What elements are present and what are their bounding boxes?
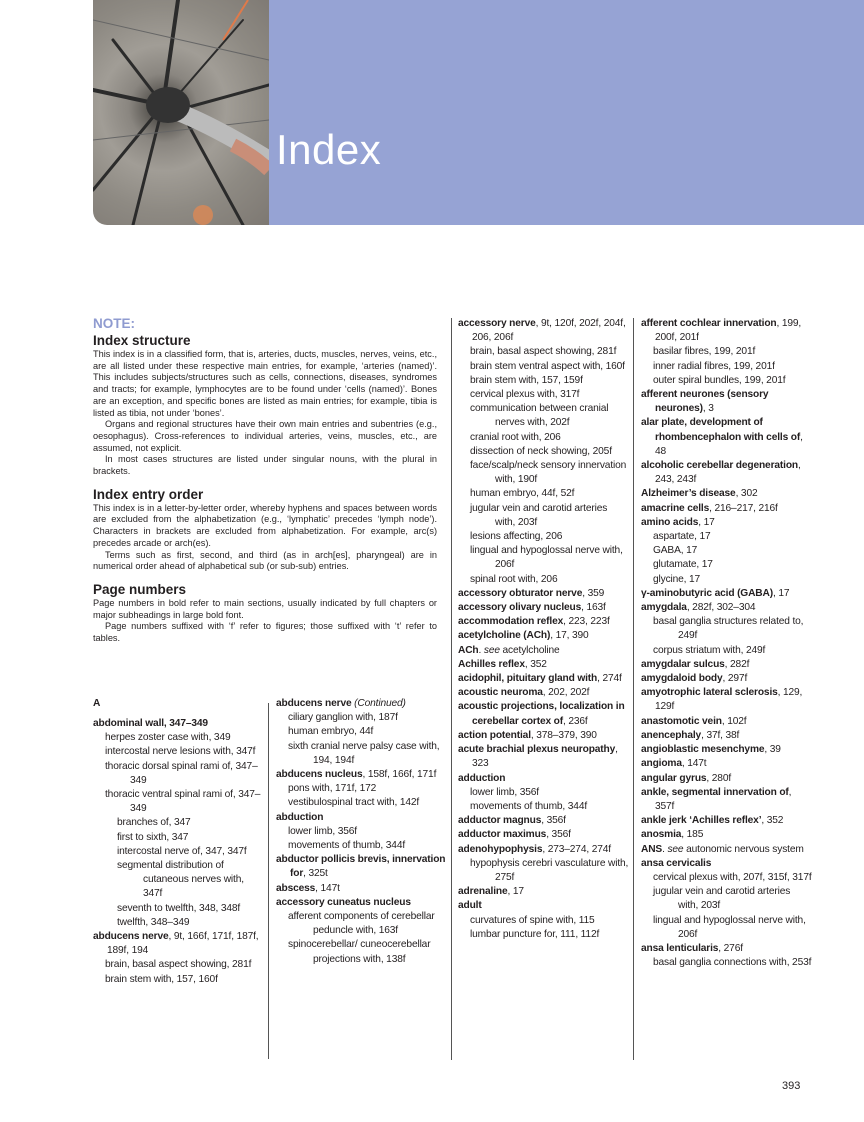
entry-text: curvatures of spine with, 115: [470, 914, 595, 926]
entry-text: lower limb, 356f: [288, 825, 357, 837]
entry-term: amygdala: [641, 602, 687, 614]
index-subentry: [458, 800, 630, 814]
entry-text: , 17: [507, 886, 524, 898]
index-subentry: [641, 360, 813, 374]
entry-term: accommodation reflex: [458, 616, 564, 628]
entry-term: acoustic neuroma: [458, 687, 543, 699]
entry-text: cervical plexus with, 317f: [470, 389, 580, 401]
index-entry: [276, 882, 446, 896]
entry-text: cranial root with, 206: [470, 431, 561, 443]
entry-text: human embryo, 44f, 52f: [470, 488, 575, 500]
entry-text: brain stem with, 157, 159f: [470, 374, 583, 386]
note-heading: Page numbers: [93, 581, 187, 597]
index-entry: [458, 601, 630, 615]
index-subentry: [458, 530, 630, 544]
entry-text: hypophysis cerebri vasculature with, 275f: [470, 857, 629, 883]
entry-text: , 356f: [546, 829, 571, 841]
note-paragraph: Page numbers in bold refer to main sections, usually indicated by full chapters or major subheadings in large bold font.: [93, 597, 437, 620]
index-entry: [641, 672, 813, 686]
index-entry: [458, 729, 630, 743]
entry-text: , 37f, 38f: [701, 729, 740, 741]
entry-text: dissection of neck showing, 205f: [470, 445, 612, 457]
entry-text: , 17: [698, 516, 715, 528]
note-paragraph: This index is in a classified form, that is, arteries, ducts, muscles, nerves, veins, etc., are all listed under these respective main entries, for example, ‘arteries (named)’. This includes subjects/structures such as cells, connections, diseases, syndromes and tracts; for example, lymphocytes are to be found under ‘cells (named)’. Bones are an exception, and specific bones are listed as main entries; for example, tibia is listed as tibia, not under ‘bones’.: [93, 349, 437, 418]
index-subentry: [276, 725, 446, 739]
page-number: 393: [782, 1080, 801, 1092]
entry-term: action potential: [458, 729, 531, 741]
index-subentry: [641, 558, 813, 572]
entry-text: , 202, 202f: [542, 687, 590, 699]
index-subsubentry: [93, 916, 265, 930]
index-entry: [641, 686, 813, 714]
entry-text: segmental distribution of cutaneous nerves with, 347f: [117, 860, 244, 900]
entry-text: jugular vein and carotid arteries with, 203f: [470, 502, 608, 528]
entry-text: , 102f: [721, 715, 747, 727]
entry-term: anosmia: [641, 829, 682, 841]
entry-text: lower limb, 356f: [470, 786, 539, 798]
entry-text: , 323: [472, 744, 618, 770]
entry-term: accessory olivary nucleus: [458, 602, 582, 614]
entry-text: , 356f: [541, 815, 566, 827]
index-subentry: [458, 786, 630, 800]
entry-text: movements of thumb, 344f: [470, 800, 588, 812]
entry-text: , 243, 243f: [655, 460, 801, 486]
letter-heading: A: [93, 698, 101, 709]
entry-term: ansa lenticularis: [641, 942, 719, 954]
entry-text: , 17: [772, 587, 790, 599]
index-subentry: [93, 745, 265, 759]
index-entry: [641, 487, 813, 501]
neuron-photo: [93, 0, 269, 225]
entry-term: accessory cuneatus nucleus: [276, 896, 411, 908]
entry-term: ankle, segmental innervation of: [641, 786, 789, 798]
index-entry: [641, 601, 813, 615]
entry-text: , 378–379, 390: [530, 729, 597, 741]
index-subentry: [458, 573, 630, 587]
header-band: [269, 0, 864, 225]
index-entry: [641, 587, 813, 601]
entry-text: twelfth, 348–349: [117, 916, 190, 928]
index-entry: [458, 899, 630, 913]
index-subentry: [276, 796, 446, 810]
index-subentry: [641, 956, 813, 970]
index-entry: [458, 843, 630, 857]
entry-text: , 280f: [706, 772, 732, 784]
index-subentry: [93, 788, 265, 816]
index-entry: [458, 587, 630, 601]
entry-text: basal ganglia structures related to, 249f: [653, 616, 804, 642]
entry-text: face/scalp/neck sensory innervation with, 190f: [470, 460, 627, 486]
index-entry: [276, 896, 446, 910]
index-subsubentry: [93, 831, 265, 845]
index-subentry: [458, 487, 630, 501]
entry-text: outer spiral bundles, 199, 201f: [653, 374, 786, 386]
entry-term: acetylcholine (ACh): [458, 630, 551, 642]
entry-term: acute brachial plexus neuropathy: [458, 744, 616, 756]
note-paragraph: In most cases structures are listed under singular nouns, with the plural in brackets.: [93, 454, 437, 477]
entry-text: thoracic ventral spinal rami of, 347–349: [105, 789, 261, 815]
column-divider: [268, 703, 269, 1059]
entry-term: adrenaline: [458, 886, 508, 898]
index-entry: [458, 814, 630, 828]
index-entry: [458, 658, 630, 672]
entry-term: ACh: [458, 644, 479, 656]
index-subentry: [641, 530, 813, 544]
index-entry: [458, 700, 630, 728]
entry-text: basal ganglia connections with, 253f: [653, 957, 812, 969]
note-label: NOTE:: [93, 316, 135, 331]
entry-term: abductor pollicis brevis, innervation for: [276, 854, 446, 880]
entry-text: , 3: [702, 403, 714, 415]
entry-text: , 199, 200f, 201f: [655, 318, 802, 344]
entry-term: amygdalar sulcus: [641, 658, 725, 670]
index-subentry: [458, 857, 630, 885]
entry-text: sixth cranial nerve palsy case with, 194, 194f: [288, 740, 440, 766]
entry-term: amino acids: [641, 516, 699, 528]
index-subsubentry: [93, 902, 265, 916]
page-title: Index: [276, 126, 382, 174]
entry-text: brain stem with, 157, 160f: [105, 973, 218, 985]
entry-term: angioma: [641, 758, 682, 770]
entry-text: , 48: [655, 431, 803, 457]
entry-term: abscess: [276, 882, 316, 894]
entry-text: , 325t: [303, 868, 328, 880]
entry-text: , 147t: [681, 758, 707, 770]
entry-text: jugular vein and carotid arteries with, 203f: [653, 886, 791, 912]
entry-text: , 297f: [722, 673, 748, 685]
index-subentry: [276, 740, 446, 768]
entry-text: , 352: [524, 658, 547, 670]
entry-term: abduction: [276, 811, 324, 823]
entry-text: , 302: [735, 488, 758, 500]
index-subentry: [276, 825, 446, 839]
index-column-4: [641, 317, 813, 970]
entry-text: lesions affecting, 206: [470, 531, 563, 543]
entry-term: amygdaloid body: [641, 673, 723, 685]
index-subentry: [93, 760, 265, 788]
entry-term: γ-aminobutyric acid (GABA): [641, 587, 773, 599]
entry-text: , 282f, 302–304: [686, 602, 756, 614]
index-entry: [641, 658, 813, 672]
entry-term: accessory obturator nerve: [458, 587, 583, 599]
entry-term: anencephaly: [641, 729, 702, 741]
entry-text: communication between cranial nerves with, 202f: [470, 403, 609, 429]
entry-text: , 359: [582, 587, 605, 599]
entry-text: corpus striatum with, 249f: [653, 644, 766, 656]
index-subentry: [276, 839, 446, 853]
entry-text: basilar fibres, 199, 201f: [653, 346, 756, 358]
entry-italic: see: [483, 644, 500, 656]
index-subentry: [276, 782, 446, 796]
entry-term: adductor maximus: [458, 829, 547, 841]
index-subentry: [276, 938, 446, 966]
entry-text: , 274f: [597, 673, 622, 685]
entry-text: , 129, 129f: [655, 687, 803, 713]
index-entry: [93, 717, 265, 731]
entry-text: afferent components of cerebellar peduncle with, 163f: [288, 911, 435, 937]
index-entry: [641, 814, 813, 828]
index-entry: [93, 930, 265, 958]
entry-text: branches of, 347: [117, 817, 191, 829]
entry-text: , 185: [681, 829, 704, 841]
entry-term: adductor magnus: [458, 815, 542, 827]
index-entry: [276, 768, 446, 782]
index-subentry: [458, 360, 630, 374]
entry-text: , 276f: [718, 942, 743, 954]
entry-term: Alzheimer’s disease: [641, 488, 736, 500]
entry-term: amyotrophic lateral sclerosis: [641, 687, 778, 699]
entry-term: alcoholic cerebellar degeneration: [641, 460, 798, 472]
entry-text: lumbar puncture for, 111, 112f: [470, 928, 600, 940]
index-entry: [276, 697, 446, 711]
entry-term: Achilles reflex: [458, 658, 525, 670]
entry-text: , 273–274, 274f: [542, 843, 611, 855]
note-section: [93, 332, 437, 478]
index-subentry: [641, 374, 813, 388]
index-entry: [458, 772, 630, 786]
index-entry: [458, 885, 630, 899]
entry-term: ansa cervicalis: [641, 857, 712, 869]
note-heading: Index structure: [93, 333, 191, 348]
index-entry: [458, 743, 630, 771]
index-entry: [641, 786, 813, 814]
column-divider: [451, 318, 452, 1060]
index-entry: [641, 772, 813, 786]
entry-text: .: [662, 843, 668, 855]
index-subentry: [458, 928, 630, 942]
index-column-3: [458, 317, 630, 942]
index-entry: [641, 388, 813, 416]
index-subentry: [641, 644, 813, 658]
entry-term: acoustic projections, localization in cerebellar cortex of: [458, 701, 625, 727]
index-entry: [458, 672, 630, 686]
entry-term: adenohypophysis: [458, 843, 543, 855]
entry-text: , 223, 223f: [563, 616, 610, 628]
entry-text: spinal root with, 206: [470, 573, 558, 585]
index-subentry: [641, 615, 813, 643]
index-column-2: [276, 697, 446, 967]
entry-text: , 236f: [563, 715, 588, 727]
index-subentry: [641, 885, 813, 913]
index-entry: [458, 629, 630, 643]
index-entry: [276, 853, 446, 881]
entry-text: vestibulospinal tract with, 142f: [288, 797, 420, 809]
index-subentry: [458, 402, 630, 430]
note-heading: Index entry order: [93, 486, 204, 502]
index-entry: [641, 757, 813, 771]
note-paragraph: Organs and regional structures have their own main entries and subentries (e.g., oesophagus). Cross-references to individual arteries, veins, muscles, etc., are assumed, not explicit.: [93, 419, 437, 453]
index-subentry: [276, 711, 446, 725]
index-subentry: [93, 731, 265, 745]
entry-text: intercostal nerve lesions with, 347f: [105, 746, 256, 758]
entry-text: , 357f: [655, 786, 792, 812]
entry-term: alar plate, development of rhombencephalon with cells of: [641, 417, 801, 443]
index-entry: [641, 715, 813, 729]
index-entry: [641, 459, 813, 487]
entry-text: movements of thumb, 344f: [288, 840, 406, 852]
note-paragraph: Terms such as first, second, and third (as in arch[es], pharyngeal) are in numerical order ahead of alphabetical sub (or sub-sub) entries.: [93, 549, 437, 572]
index-subentry: [458, 914, 630, 928]
index-entry: [641, 502, 813, 516]
index-subsubentry: [93, 859, 265, 902]
entry-text: ciliary ganglion with, 187f: [288, 712, 398, 724]
index-entry: [458, 644, 630, 658]
index-column-1: [93, 697, 265, 987]
entry-term: angular gyrus: [641, 772, 707, 784]
note-section: [93, 581, 437, 645]
index-subentry: [93, 958, 265, 972]
index-entry: [641, 743, 813, 757]
index-subentry: [458, 502, 630, 530]
index-subentry: [93, 973, 265, 987]
entry-term: accessory nerve: [458, 318, 536, 329]
index-subentry: [458, 374, 630, 388]
entry-italic: see: [667, 843, 684, 855]
entry-text: acetylcholine: [499, 644, 560, 656]
index-subentry: [641, 544, 813, 558]
index-entry: [641, 416, 813, 459]
entry-text: , 163f: [581, 602, 606, 614]
index-subentry: [458, 544, 630, 572]
index-entry: [641, 843, 813, 857]
entry-term: ankle jerk ‘Achilles reflex’: [641, 815, 762, 827]
entry-text: .: [478, 644, 484, 656]
entry-term: afferent neurones (sensory neurones): [641, 389, 769, 415]
entry-text: inner radial fibres, 199, 201f: [653, 360, 775, 372]
entry-text: , 17, 390: [550, 630, 589, 642]
note-paragraph: This index is in a letter-by-letter order, whereby hyphens and spaces between words are excluded from the alphabetization (e.g., ‘lymphatic’ precedes ‘lymph node’). Characters in brackets are excluded from alphabetization. For example, arc(s) precedes arcade or arch(es).: [93, 502, 437, 548]
index-entry: [641, 729, 813, 743]
index-entry: [641, 516, 813, 530]
entry-text: , 39: [764, 744, 781, 756]
entry-text: , 9t, 166f, 171f, 187f, 189f, 194: [107, 931, 259, 957]
entry-text: glycine, 17: [653, 573, 701, 585]
entry-text: cervical plexus with, 207f, 315f, 317f: [653, 871, 812, 883]
index-subsubentry: [93, 845, 265, 859]
index-entry: [641, 317, 813, 345]
entry-text: herpes zoster case with, 349: [105, 732, 231, 744]
entry-text: , 147t: [315, 882, 340, 894]
entry-text: first to sixth, 347: [117, 831, 189, 843]
index-entry: [458, 615, 630, 629]
entry-term: angioblastic mesenchyme: [641, 744, 765, 756]
entry-text: spinocerebellar/ cuneocerebellar projections with, 138f: [288, 939, 431, 965]
index-entry: [276, 811, 446, 825]
entry-term: acidophil, pituitary gland with: [458, 673, 598, 685]
note-section: [93, 486, 437, 573]
entry-text: intercostal nerve of, 347, 347f: [117, 845, 247, 857]
entry-text: , 9t, 120f, 202f, 204f, 206, 206f: [472, 318, 626, 344]
index-subentry: [641, 345, 813, 359]
index-entry: [641, 828, 813, 842]
entry-text: brain, basal aspect showing, 281f: [470, 346, 617, 358]
index-subentry: [458, 431, 630, 445]
entry-text: glutamate, 17: [653, 559, 713, 571]
entry-text: lingual and hypoglossal nerve with, 206f: [653, 914, 806, 940]
index-subentry: [641, 914, 813, 942]
entry-text: , 352: [761, 815, 784, 827]
index-subentry: [458, 459, 630, 487]
entry-term: adduction: [458, 772, 506, 784]
entry-text: GABA, 17: [653, 545, 698, 557]
index-subentry: [458, 388, 630, 402]
entry-term: adult: [458, 900, 482, 912]
entry-term: abdominal wall, 347–349: [93, 718, 208, 729]
index-entry: [458, 828, 630, 842]
entry-text: aspartate, 17: [653, 531, 711, 543]
note-box: [93, 316, 437, 645]
index-entry: [458, 686, 630, 700]
index-entry: [641, 857, 813, 871]
entry-text: autonomic nervous system: [683, 843, 804, 855]
entry-text: , 158f, 166f, 171f: [362, 769, 437, 781]
entry-term: abducens nerve: [93, 931, 169, 943]
index-subentry: [276, 910, 446, 938]
index-subentry: [458, 345, 630, 359]
entry-term: anastomotic vein: [641, 715, 722, 727]
entry-term: amacrine cells: [641, 502, 710, 514]
entry-term: abducens nucleus: [276, 769, 363, 781]
entry-term: abducens nerve: [276, 698, 352, 709]
entry-text: , 216–217, 216f: [709, 502, 778, 514]
index-subentry: [641, 871, 813, 885]
entry-text: thoracic dorsal spinal rami of, 347–349: [105, 760, 258, 786]
entry-text: , 282f: [724, 658, 750, 670]
entry-term: ANS: [641, 843, 663, 855]
index-subentry: [641, 573, 813, 587]
entry-italic: (Continued): [351, 698, 406, 709]
index-subentry: [458, 445, 630, 459]
index-subsubentry: [93, 816, 265, 830]
entry-term: afferent cochlear innervation: [641, 318, 777, 329]
entry-text: brain stem ventral aspect with, 160f: [470, 360, 625, 372]
index-entry: [458, 317, 630, 345]
note-paragraph: Page numbers suffixed with ‘f’ refer to figures; those suffixed with ‘t’ refer to tables.: [93, 621, 437, 644]
index-entry: [641, 942, 813, 956]
entry-text: seventh to twelfth, 348, 348f: [117, 902, 241, 914]
entry-text: pons with, 171f, 172: [288, 783, 377, 795]
column-divider: [633, 318, 634, 1060]
entry-text: human embryo, 44f: [288, 726, 374, 738]
entry-text: lingual and hypoglossal nerve with, 206f: [470, 545, 623, 571]
entry-text: brain, basal aspect showing, 281f: [105, 959, 252, 971]
